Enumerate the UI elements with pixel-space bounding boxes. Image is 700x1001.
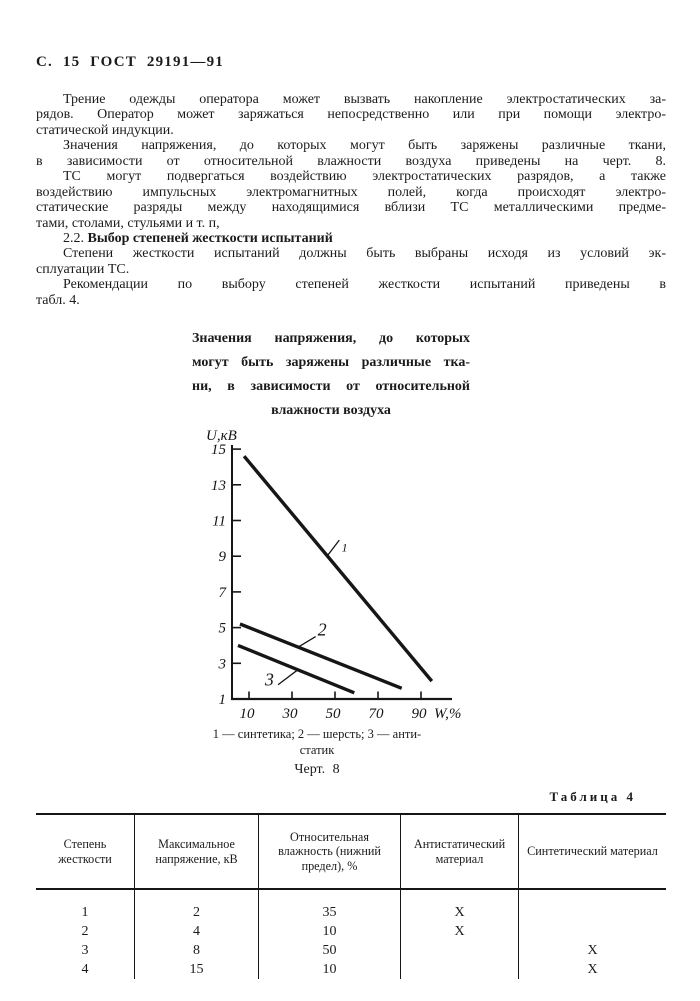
x-tick-label: 90 bbox=[411, 706, 427, 722]
section-heading bbox=[36, 231, 666, 246]
series-pointer-антистатик bbox=[278, 670, 297, 684]
text-line: рядов. Оператор может заряжаться непосредственно или при помощи электро- bbox=[36, 107, 666, 123]
table-cell: X bbox=[587, 962, 598, 977]
text-line: статические разряды между находящимися вблизи ТС металлическими предме- bbox=[36, 200, 666, 216]
table-cell: 10 bbox=[259, 960, 401, 979]
table-cell: X bbox=[401, 922, 519, 941]
severity-table bbox=[36, 813, 666, 979]
x-tick-label: 50 bbox=[325, 706, 341, 722]
text-line: Степени жесткости испытаний должны быть выбраны исходя из условий эк- bbox=[63, 246, 666, 262]
table-cell bbox=[519, 903, 666, 922]
text-line: ТС могут подвергаться воздействию электростатических разрядов, а также bbox=[63, 169, 666, 185]
section-title: Выбор степеней жесткости испытаний bbox=[87, 230, 333, 246]
page-header: С. 15 ГОСТ 29191—91 bbox=[36, 54, 224, 70]
x-tick-label: 30 bbox=[282, 706, 298, 722]
table-body bbox=[36, 890, 666, 979]
text-line: статической индукции. bbox=[36, 122, 174, 138]
text-line: табл. 4. bbox=[36, 292, 80, 308]
x-axis-label: W,% bbox=[434, 706, 462, 722]
table-cell: 4 bbox=[135, 922, 259, 941]
table-cell: 10 bbox=[259, 922, 401, 941]
y-axis-label: U,кВ bbox=[206, 428, 237, 444]
y-tick-label: 1 bbox=[218, 692, 226, 708]
table-cell: 35 bbox=[259, 903, 401, 922]
table-cell: 8 bbox=[135, 941, 259, 960]
table-cell bbox=[519, 922, 666, 941]
table-cell: 15 bbox=[135, 960, 259, 979]
column-header: Относительная влажность (нижний предел), % bbox=[259, 815, 401, 888]
x-tick-label: 10 bbox=[239, 706, 255, 722]
legend-line: 1 — синтетика; 2 — шерсть; 3 — анти- bbox=[212, 727, 422, 741]
line-chart bbox=[180, 425, 490, 730]
table-cell: 1 bbox=[36, 903, 135, 922]
series-pointer-синтетика bbox=[327, 540, 339, 556]
series-line-синтетика bbox=[244, 456, 432, 681]
text-line: Значения напряжения, до которых могут быть заряжены различные ткани, bbox=[63, 138, 666, 154]
series-label-синтетика: 1 bbox=[341, 540, 348, 555]
figure-legend bbox=[152, 727, 482, 758]
section-number: 2.2. bbox=[63, 230, 88, 246]
body-text bbox=[36, 92, 666, 308]
caption-line: ни, в зависимости от относительной bbox=[192, 379, 470, 394]
text-line: Трение одежды оператора может вызвать накопление электростатических за- bbox=[63, 92, 666, 107]
table-spacer-cell bbox=[135, 890, 259, 903]
table-spacer-cell bbox=[401, 890, 519, 903]
table-label: Таблица 4 bbox=[549, 789, 636, 804]
series-pointer-шерсть bbox=[298, 637, 316, 648]
text-line: тами, столами, стульями и т. п, bbox=[36, 215, 220, 231]
column-header: Степень жесткости bbox=[36, 815, 135, 888]
y-tick-label: 3 bbox=[218, 656, 226, 673]
series-label-антистатик: 3 bbox=[264, 669, 274, 690]
table-cell: 2 bbox=[135, 903, 259, 922]
text-line: Рекомендации по выбору степеней жесткости испытаний приведены в bbox=[63, 277, 666, 293]
x-tick-label: 70 bbox=[368, 706, 384, 722]
y-tick-label: 11 bbox=[212, 513, 226, 530]
figure-label: Черт. 8 bbox=[294, 762, 340, 777]
text-line: сплуатации ТС. bbox=[36, 261, 130, 277]
y-tick-label: 5 bbox=[218, 620, 226, 637]
text-line: в зависимости от относительной влажности воздуха приведены на черт. 8. bbox=[36, 153, 666, 169]
series-line-антистатик bbox=[238, 645, 354, 692]
column-header: Максимальное напряжение, кВ bbox=[135, 815, 259, 888]
caption-line: могут быть заряжены различные тка- bbox=[192, 355, 470, 370]
table-cell: 2 bbox=[36, 922, 135, 941]
y-tick-label: 13 bbox=[211, 477, 226, 494]
y-tick-label: 15 bbox=[211, 442, 226, 459]
table-cell: 3 bbox=[36, 941, 135, 960]
table-spacer-cell bbox=[519, 890, 666, 903]
text-line: воздействию импульсных электромагнитных полей, когда происходят электро- bbox=[36, 184, 666, 200]
table-cell: X bbox=[587, 943, 598, 958]
y-tick-label: 9 bbox=[218, 549, 226, 566]
caption-line: Значения напряжения, до которых bbox=[192, 331, 470, 346]
column-header: Антистатический материал bbox=[401, 815, 519, 888]
table-cell bbox=[401, 960, 519, 979]
column-header: Синтетический материал bbox=[527, 844, 658, 859]
table-spacer-cell bbox=[36, 890, 135, 903]
table-cell: 50 bbox=[259, 941, 401, 960]
y-tick-label: 7 bbox=[218, 584, 226, 601]
table-spacer-cell bbox=[259, 890, 401, 903]
table-header-row bbox=[36, 815, 666, 888]
series-label-шерсть: 2 bbox=[317, 619, 327, 640]
caption-line: влажности воздуха bbox=[271, 403, 391, 418]
figure-caption bbox=[192, 327, 470, 423]
table-cell: 4 bbox=[36, 960, 135, 979]
table-cell: X bbox=[401, 903, 519, 922]
legend-line: статик bbox=[299, 742, 335, 757]
table-cell bbox=[401, 941, 519, 960]
